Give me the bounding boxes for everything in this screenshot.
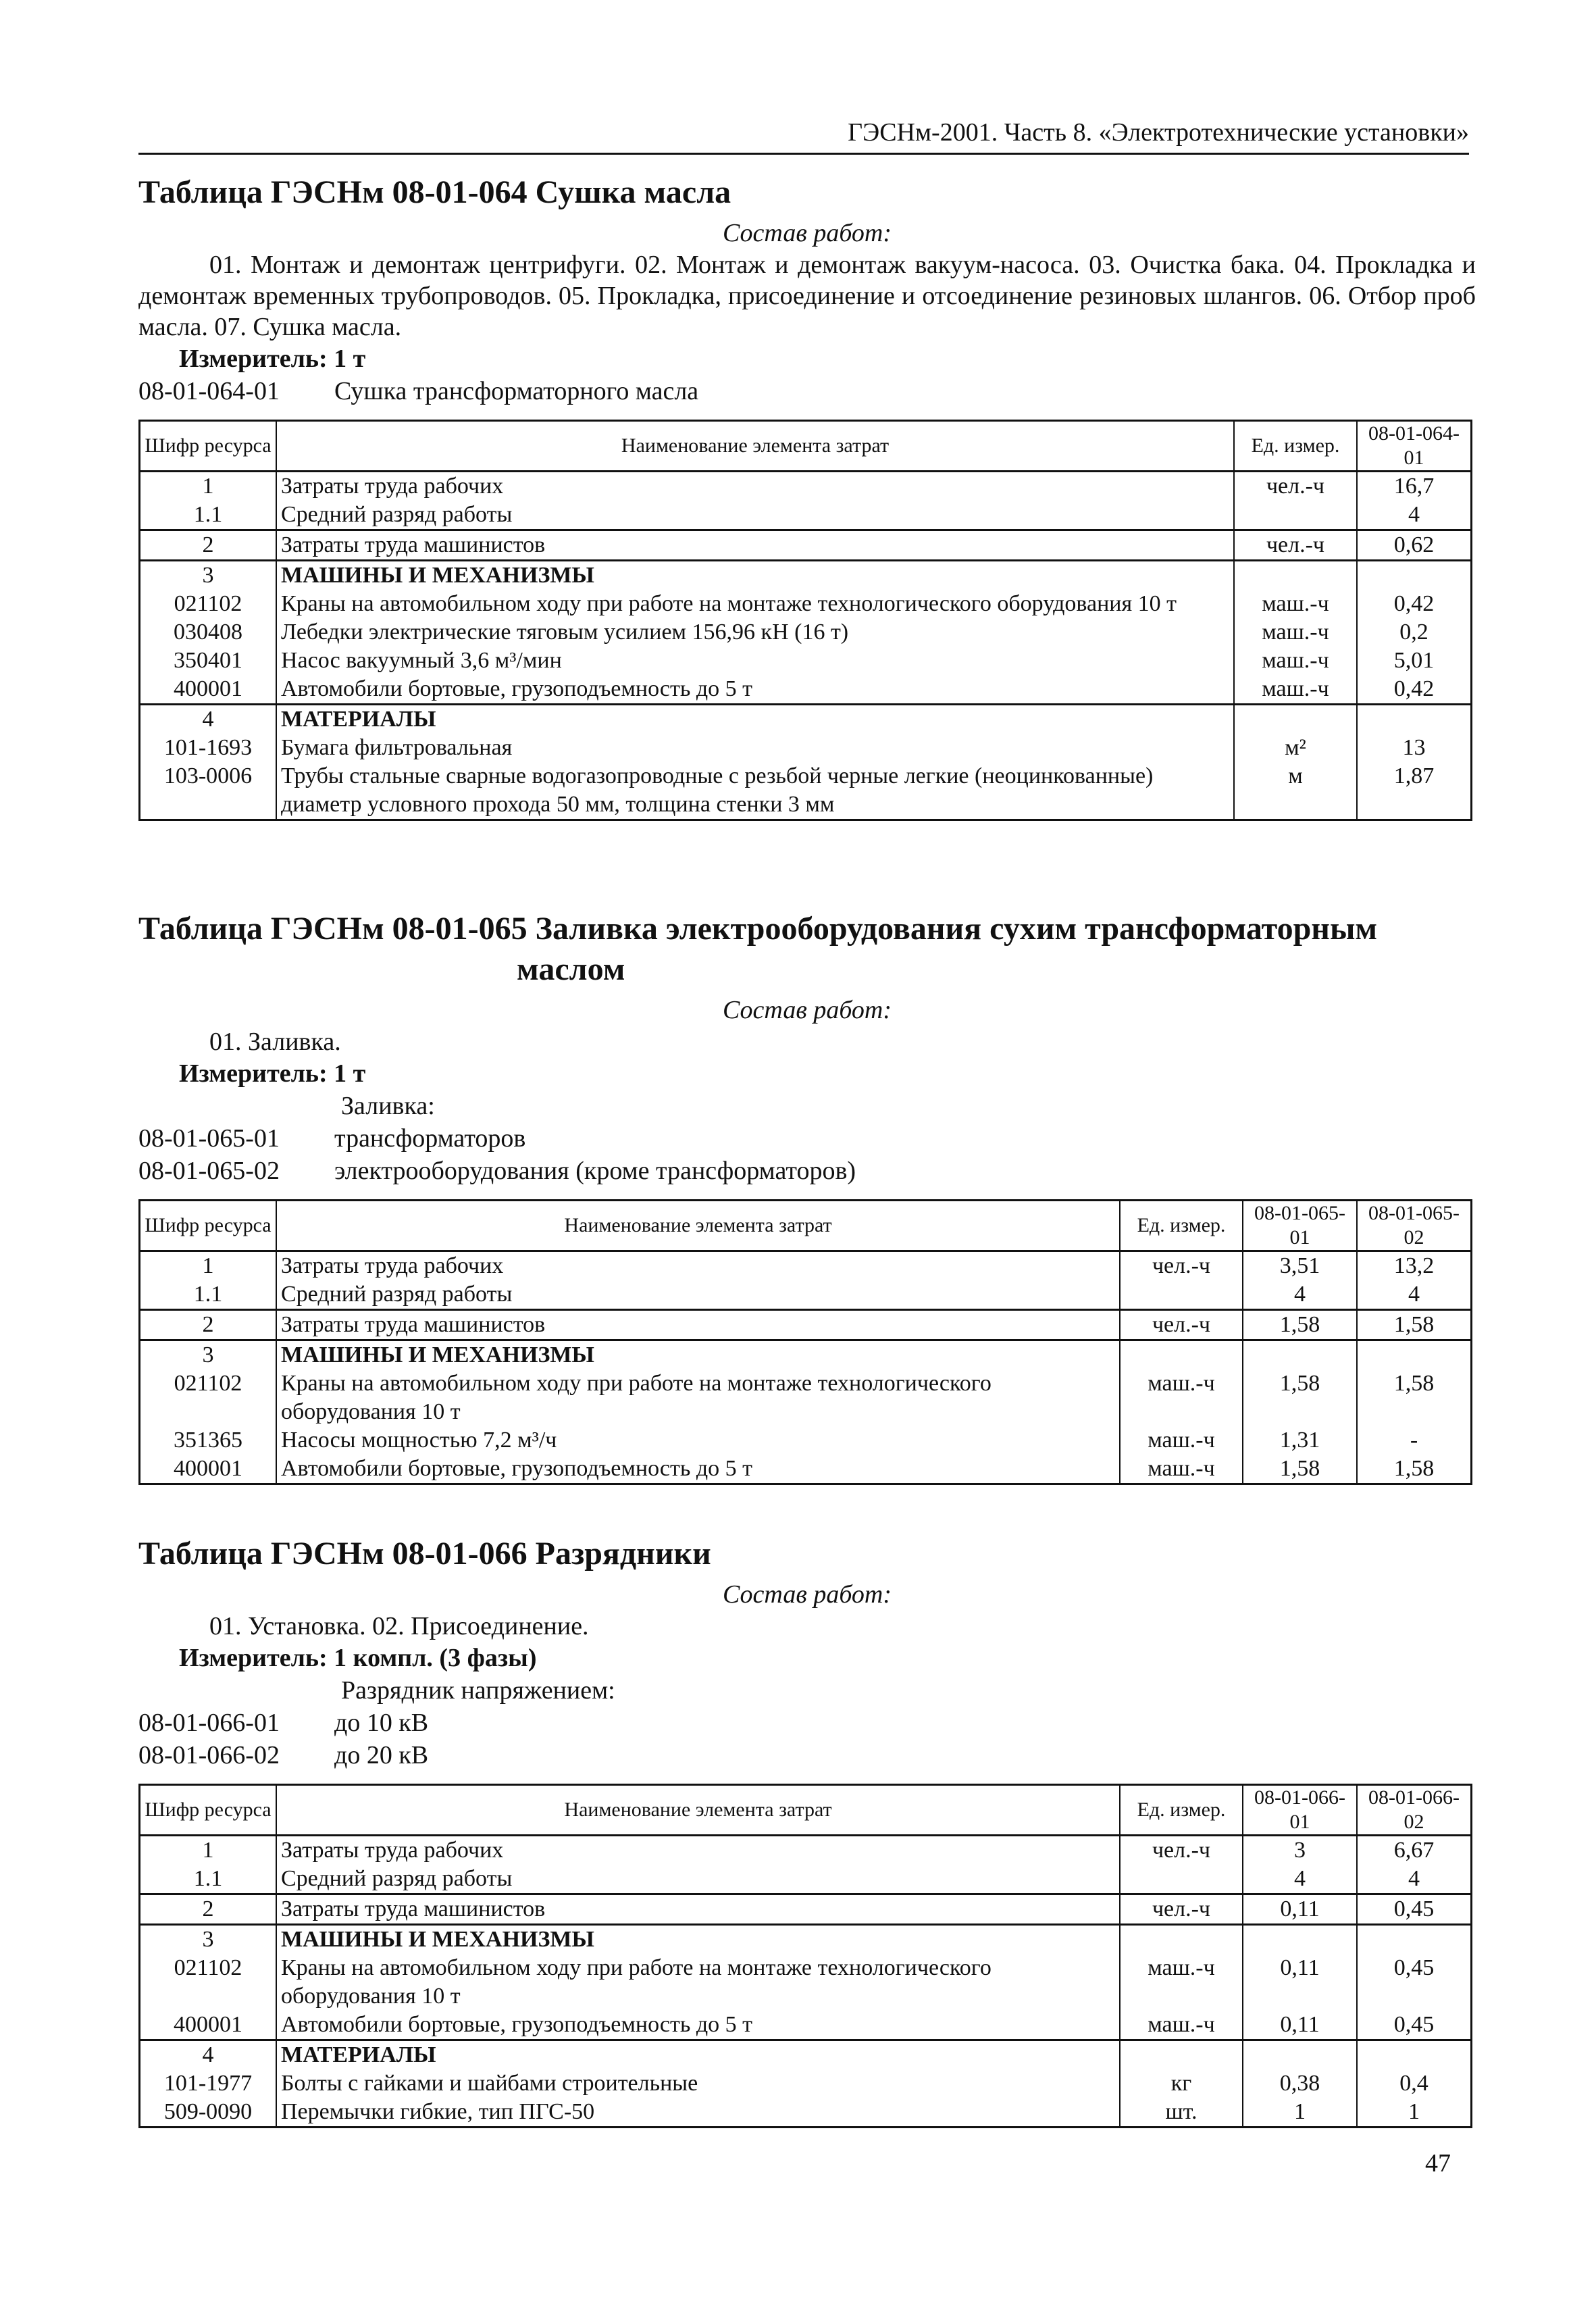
cell-code: 400001 (140, 2011, 277, 2040)
cell-name: Краны на автомобильном ходу при работе на монтаже технологического оборудования 10 т (276, 1954, 1120, 2011)
table-row (140, 2011, 1472, 2040)
cell-code: 509-0090 (140, 2098, 277, 2128)
cell-unit: маш.-ч (1120, 1455, 1243, 1484)
cell-unit (1120, 1280, 1243, 1310)
cell-name: Перемычки гибкие, тип ПГС-50 (276, 2098, 1120, 2128)
cell-value: 16,7 (1357, 472, 1472, 501)
cell-value: 0,45 (1357, 1894, 1472, 1925)
table-row (140, 590, 1472, 618)
cell-value: 3 (1243, 1836, 1357, 1865)
table-row (140, 1310, 1472, 1340)
table-title-line2: маслом (517, 951, 625, 987)
cell-value (1357, 1925, 1472, 1955)
cell-value (1243, 1340, 1357, 1370)
cell-value: 13,2 (1357, 1251, 1472, 1281)
cell-code: 021102 (140, 590, 277, 618)
cell-name: Затраты труда машинистов (276, 1310, 1120, 1340)
cell-name: Насосы мощностью 7,2 м³/ч (276, 1426, 1120, 1455)
cell-value (1357, 2040, 1472, 2070)
cell-value: 4 (1243, 1280, 1357, 1310)
cell-unit: маш.-ч (1234, 647, 1357, 675)
cell-code: 4 (140, 705, 277, 734)
cell-value: 0,62 (1357, 530, 1472, 561)
cell-value: 0,42 (1357, 675, 1472, 705)
cell-code: 103-0006 (140, 762, 277, 820)
cost-table (138, 1784, 1472, 2128)
izmeritel: Измеритель: 1 компл. (3 фазы) (179, 1644, 537, 1672)
table-title (138, 909, 1476, 990)
section-066 (138, 1534, 1476, 2128)
section-064 (138, 172, 1476, 821)
code-text: электрооборудования (кроме трансформаторов) (334, 1157, 856, 1185)
cell-name: МАШИНЫ И МЕХАНИЗМЫ (276, 1340, 1120, 1370)
code-list (138, 1674, 1476, 1771)
cell-unit: чел.-ч (1120, 1894, 1243, 1925)
cell-name: Автомобили бортовые, грузоподъемность до 5 т (276, 1455, 1120, 1484)
cell-name: Автомобили бортовые, грузоподъемность до 5 т (276, 675, 1234, 705)
cell-value: 0,42 (1357, 590, 1472, 618)
table-row (140, 1455, 1472, 1484)
table-row (140, 1340, 1472, 1370)
table-row (140, 734, 1472, 762)
table-row (140, 1865, 1472, 1894)
table-title: Таблица ГЭСНм 08-01-064 Сушка масла (138, 174, 731, 210)
code-caption: Разрядник напряжением: (341, 1676, 615, 1705)
cell-unit: чел.-ч (1120, 1251, 1243, 1281)
table-row (140, 561, 1472, 590)
cell-unit (1120, 1925, 1243, 1955)
code-row (138, 1739, 1476, 1771)
cell-value: 4 (1357, 501, 1472, 530)
cell-value: - (1357, 1426, 1472, 1455)
table-title: Таблица ГЭСНм 08-01-066 Разрядники (138, 1536, 711, 1571)
running-header (138, 115, 1469, 155)
cell-name: Болты с гайками и шайбами строительные (276, 2069, 1120, 2098)
col-header-code: Шифр ресурса (140, 421, 277, 472)
cell-name: Средний разряд работы (276, 1865, 1120, 1894)
col-header-value: 08-01-066-01 (1243, 1785, 1357, 1836)
table-row (140, 618, 1472, 647)
cell-value: 4 (1357, 1280, 1472, 1310)
cell-value: 1,58 (1357, 1310, 1472, 1340)
cell-name: Затраты труда машинистов (276, 1894, 1120, 1925)
cell-code: 101-1693 (140, 734, 277, 762)
cell-name: Краны на автомобильном ходу при работе на монтаже технологического оборудования 10 т (276, 590, 1234, 618)
cell-unit (1120, 2040, 1243, 2070)
cell-code: 2 (140, 530, 277, 561)
cell-code: 1.1 (140, 501, 277, 530)
cell-value: 1 (1243, 2098, 1357, 2128)
cell-unit: маш.-ч (1234, 675, 1357, 705)
cell-unit: кг (1120, 2069, 1243, 2098)
table-row (140, 2069, 1472, 2098)
cell-unit: маш.-ч (1120, 1369, 1243, 1426)
col-header-unit: Ед. измер. (1120, 1785, 1243, 1836)
table-row (140, 2040, 1472, 2070)
cell-code: 2 (140, 1894, 277, 1925)
works-list: 01. Установка. 02. Присоединение. (209, 1612, 589, 1640)
cell-unit: маш.-ч (1120, 1954, 1243, 2011)
cell-value: 0,4 (1357, 2069, 1472, 2098)
code-text: до 10 кВ (334, 1709, 429, 1737)
col-header-code: Шифр ресурса (140, 1785, 277, 1836)
cell-name: Краны на автомобильном ходу при работе на монтаже технологического оборудования 10 т (276, 1369, 1120, 1426)
cell-name: МАШИНЫ И МЕХАНИЗМЫ (276, 1925, 1120, 1955)
cell-value: 1,58 (1243, 1455, 1357, 1484)
works-list: 01. Заливка. (209, 1028, 341, 1056)
cell-name: Трубы стальные сварные водогазопроводные с резьбой черные легкие (неоцинкованные) диаметр условного прохода 50 мм, толщина стенки 3 мм (276, 762, 1234, 820)
col-header-value: 08-01-065-01 (1243, 1201, 1357, 1251)
cell-value: 0,38 (1243, 2069, 1357, 2098)
cell-unit: чел.-ч (1234, 472, 1357, 501)
code-row (138, 1707, 1476, 1739)
cell-code: 3 (140, 1925, 277, 1955)
table-row (140, 1954, 1472, 2011)
cell-unit (1234, 561, 1357, 590)
cell-unit (1234, 501, 1357, 530)
code-text: трансформаторов (334, 1124, 526, 1153)
code-caption: Заливка: (341, 1092, 435, 1120)
cell-code: 400001 (140, 1455, 277, 1484)
cell-unit: шт. (1120, 2098, 1243, 2128)
cell-unit (1234, 705, 1357, 734)
cell-unit: м² (1234, 734, 1357, 762)
cell-value: 0,45 (1357, 1954, 1472, 2011)
cell-code: 351365 (140, 1426, 277, 1455)
code: 08-01-066-01 (138, 1709, 280, 1737)
code-list (138, 1090, 1476, 1187)
col-header-value: 08-01-064-01 (1357, 421, 1472, 472)
cell-value: 0,11 (1243, 1954, 1357, 2011)
cell-value: 3,51 (1243, 1251, 1357, 1281)
cell-code: 350401 (140, 647, 277, 675)
cell-value: 4 (1243, 1865, 1357, 1894)
cell-name: Бумага фильтровальная (276, 734, 1234, 762)
cell-name: Затраты труда рабочих (276, 1251, 1120, 1281)
section-065 (138, 909, 1476, 1485)
cell-code: 1 (140, 1251, 277, 1281)
cell-name: МАШИНЫ И МЕХАНИЗМЫ (276, 561, 1234, 590)
col-header-code: Шифр ресурса (140, 1201, 277, 1251)
cell-value: 0,11 (1243, 1894, 1357, 1925)
cell-value: 1,31 (1243, 1426, 1357, 1455)
code: 08-01-066-02 (138, 1741, 280, 1769)
cell-value (1357, 561, 1472, 590)
izmeritel: Измеритель: 1 т (179, 1059, 366, 1088)
table-row (140, 1426, 1472, 1455)
col-header-name: Наименование элемента затрат (276, 1785, 1120, 1836)
cell-code: 101-1977 (140, 2069, 277, 2098)
col-header-unit: Ед. измер. (1120, 1201, 1243, 1251)
cell-value: 1 (1357, 2098, 1472, 2128)
table-row (140, 1280, 1472, 1310)
header-row (140, 1201, 1472, 1251)
code: 08-01-064-01 (138, 377, 280, 405)
cell-unit: маш.-ч (1234, 590, 1357, 618)
code: 08-01-065-02 (138, 1157, 280, 1185)
cell-value (1243, 2040, 1357, 2070)
table-row (140, 705, 1472, 734)
table-row (140, 2098, 1472, 2128)
works-list: 01. Монтаж и демонтаж центрифуги. 02. Монтаж и демонтаж вакуум-насоса. 03. Очистка бака. 04. Прокладка и демонтаж временных трубопроводов. 05. Прокладка, присоединение и отсоединение резиновых шлангов. 06. Отбор проб масла. 07. Сушка масла. (138, 251, 1476, 341)
header-row (140, 1785, 1472, 1836)
cell-value: 13 (1357, 734, 1472, 762)
code-list (138, 375, 1476, 407)
cell-name: Насос вакуумный 3,6 м³/мин (276, 647, 1234, 675)
code: 08-01-065-01 (138, 1124, 280, 1153)
cell-code: 400001 (140, 675, 277, 705)
cell-value: 0,45 (1357, 2011, 1472, 2040)
cell-value (1243, 1925, 1357, 1955)
cell-code: 1 (140, 1836, 277, 1865)
col-header-name: Наименование элемента затрат (276, 421, 1234, 472)
sostav-label: Состав работ: (722, 1580, 892, 1609)
table-row (140, 1894, 1472, 1925)
cell-name: Затраты труда рабочих (276, 472, 1234, 501)
cell-value: 0,11 (1243, 2011, 1357, 2040)
cell-value: 0,2 (1357, 618, 1472, 647)
col-header-value: 08-01-066-02 (1357, 1785, 1472, 1836)
cell-code: 1.1 (140, 1865, 277, 1894)
cell-value: 1,58 (1243, 1310, 1357, 1340)
table-row (140, 472, 1472, 501)
table-row (140, 501, 1472, 530)
cell-name: Средний разряд работы (276, 1280, 1120, 1310)
code-row (138, 1155, 1476, 1187)
cell-code: 3 (140, 1340, 277, 1370)
cell-value: 1,58 (1357, 1369, 1472, 1426)
table-row (140, 647, 1472, 675)
table-row (140, 1251, 1472, 1281)
cell-value: 1,58 (1243, 1369, 1357, 1426)
cell-unit: маш.-ч (1120, 2011, 1243, 2040)
cell-unit (1120, 1340, 1243, 1370)
cell-name: МАТЕРИАЛЫ (276, 705, 1234, 734)
cell-unit: чел.-ч (1234, 530, 1357, 561)
code-row (138, 375, 1476, 407)
cell-unit: чел.-ч (1120, 1836, 1243, 1865)
cell-value (1357, 705, 1472, 734)
code-text: до 20 кВ (334, 1741, 429, 1769)
cell-code: 2 (140, 1310, 277, 1340)
cell-name: Затраты труда рабочих (276, 1836, 1120, 1865)
cell-name: Автомобили бортовые, грузоподъемность до 5 т (276, 2011, 1120, 2040)
cell-code: 1.1 (140, 1280, 277, 1310)
cell-unit: чел.-ч (1120, 1310, 1243, 1340)
cell-code: 021102 (140, 1954, 277, 2011)
table-row (140, 762, 1472, 820)
cell-name: Затраты труда машинистов (276, 530, 1234, 561)
cell-code: 4 (140, 2040, 277, 2070)
code-row (138, 1122, 1476, 1155)
cell-name: Средний разряд работы (276, 501, 1234, 530)
cell-name: Лебедки электрические тяговым усилием 156,96 кН (16 т) (276, 618, 1234, 647)
cell-code: 1 (140, 472, 277, 501)
cell-unit: маш.-ч (1234, 618, 1357, 647)
cell-value: 1,58 (1357, 1455, 1472, 1484)
page-number: 47 (1425, 2149, 1451, 2178)
table-row (140, 1836, 1472, 1865)
cell-code: 3 (140, 561, 277, 590)
cell-value: 5,01 (1357, 647, 1472, 675)
cost-table (138, 420, 1472, 821)
table-row (140, 1369, 1472, 1426)
cell-name: МАТЕРИАЛЫ (276, 2040, 1120, 2070)
col-header-name: Наименование элемента затрат (276, 1201, 1120, 1251)
col-header-value: 08-01-065-02 (1357, 1201, 1472, 1251)
izmeritel: Измеритель: 1 т (179, 345, 366, 373)
cell-code: 021102 (140, 1369, 277, 1426)
cell-unit: м (1234, 762, 1357, 820)
table-row (140, 1925, 1472, 1955)
cell-value: 1,87 (1357, 762, 1472, 820)
cell-value: 4 (1357, 1865, 1472, 1894)
table-row (140, 675, 1472, 705)
table-row (140, 530, 1472, 561)
col-header-unit: Ед. измер. (1234, 421, 1357, 472)
cost-table (138, 1199, 1472, 1485)
sostav-label: Состав работ: (722, 219, 892, 247)
table-title-line1: Таблица ГЭСНм 08-01-065 Заливка электрооборудования сухим трансформаторным (138, 911, 1378, 947)
code-text: Сушка трансформаторного масла (334, 377, 699, 405)
running-title: ГЭСНм-2001. Часть 8. «Электротехнические установки» (848, 118, 1469, 147)
cell-value: 6,67 (1357, 1836, 1472, 1865)
header-row (140, 421, 1472, 472)
sostav-label: Состав работ: (722, 996, 892, 1024)
cell-value (1357, 1340, 1472, 1370)
cell-unit: маш.-ч (1120, 1426, 1243, 1455)
cell-code: 030408 (140, 618, 277, 647)
cell-unit (1120, 1865, 1243, 1894)
